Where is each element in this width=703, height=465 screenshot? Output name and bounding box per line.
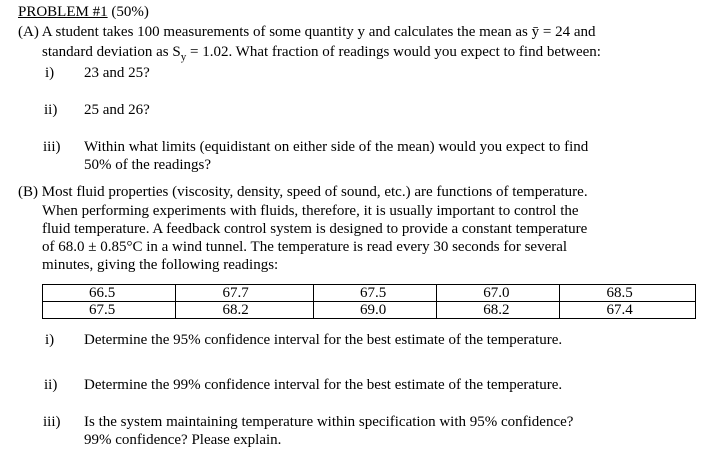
part-a-line-2-rest: = 1.02. What fraction of readings would you expect to find between:: [186, 44, 601, 60]
part-a-line-2-text: standard deviation as S: [42, 44, 181, 60]
table-cell: 67.5: [313, 285, 436, 302]
part-b-item-3-text-2: 99% confidence? Please explain.: [84, 432, 282, 448]
table-cell: 67.7: [176, 285, 314, 302]
table-cell: 67.5: [43, 302, 176, 319]
part-a-line-1: (A) A student takes 100 measurements of some quantity y and calculates the mean as ȳ = 24 and: [18, 24, 596, 40]
part-b-item-3-num: iii): [43, 414, 61, 430]
part-b-line-1: (B) Most fluid properties (viscosity, density, speed of sound, etc.) are functions of temperature.: [18, 184, 588, 200]
part-b-line-3: fluid temperature. A feedback control system is designed to provide a constant temperature: [42, 221, 588, 237]
table-cell: 68.2: [176, 302, 314, 319]
table-cell: 68.5: [560, 285, 696, 302]
sy-subscript: y: [180, 51, 187, 63]
part-a-item-3-num: iii): [43, 139, 61, 155]
problem-title: PROBLEM #1: [18, 4, 108, 20]
part-b-item-1-num: i): [45, 332, 55, 348]
part-b-item-3-text-1: Is the system maintaining temperature within specification with 95% confidence?: [84, 414, 574, 430]
part-a-item-2-num: ii): [44, 102, 58, 118]
table-cell: 67.0: [437, 285, 560, 302]
table-cell: 68.2: [437, 302, 560, 319]
part-a-item-2-text: 25 and 26?: [84, 102, 150, 118]
table-cell: 66.5: [43, 285, 176, 302]
part-a-line-2: [42, 43, 601, 66]
part-a-item-1-num: i): [45, 65, 55, 81]
problem-weight: (50%): [111, 4, 149, 20]
part-b-item-2-num: ii): [44, 377, 58, 393]
table-row: [43, 302, 696, 319]
readings-table: [42, 284, 696, 319]
part-a-item-3-text-2: 50% of the readings?: [84, 157, 212, 173]
table-cell: 67.4: [560, 302, 696, 319]
part-b-line-5: minutes, giving the following readings:: [42, 257, 279, 273]
table-cell: 69.0: [313, 302, 436, 319]
part-b-line-4: of 68.0 ± 0.85°C in a wind tunnel. The temperature is read every 30 seconds for several: [42, 239, 568, 255]
part-b-line-2: When performing experiments with fluids, therefore, it is usually important to control the: [42, 203, 579, 219]
problem-header: [18, 3, 149, 21]
table-row: [43, 285, 696, 302]
part-b-item-2-text: Determine the 99% confidence interval for the best estimate of the temperature.: [84, 377, 563, 393]
part-a-item-3-text-1: Within what limits (equidistant on either side of the mean) would you expect to find: [84, 139, 589, 155]
part-a-item-1-text: 23 and 25?: [84, 65, 150, 81]
part-b-item-1-text: Determine the 95% confidence interval for the best estimate of the temperature.: [84, 332, 563, 348]
